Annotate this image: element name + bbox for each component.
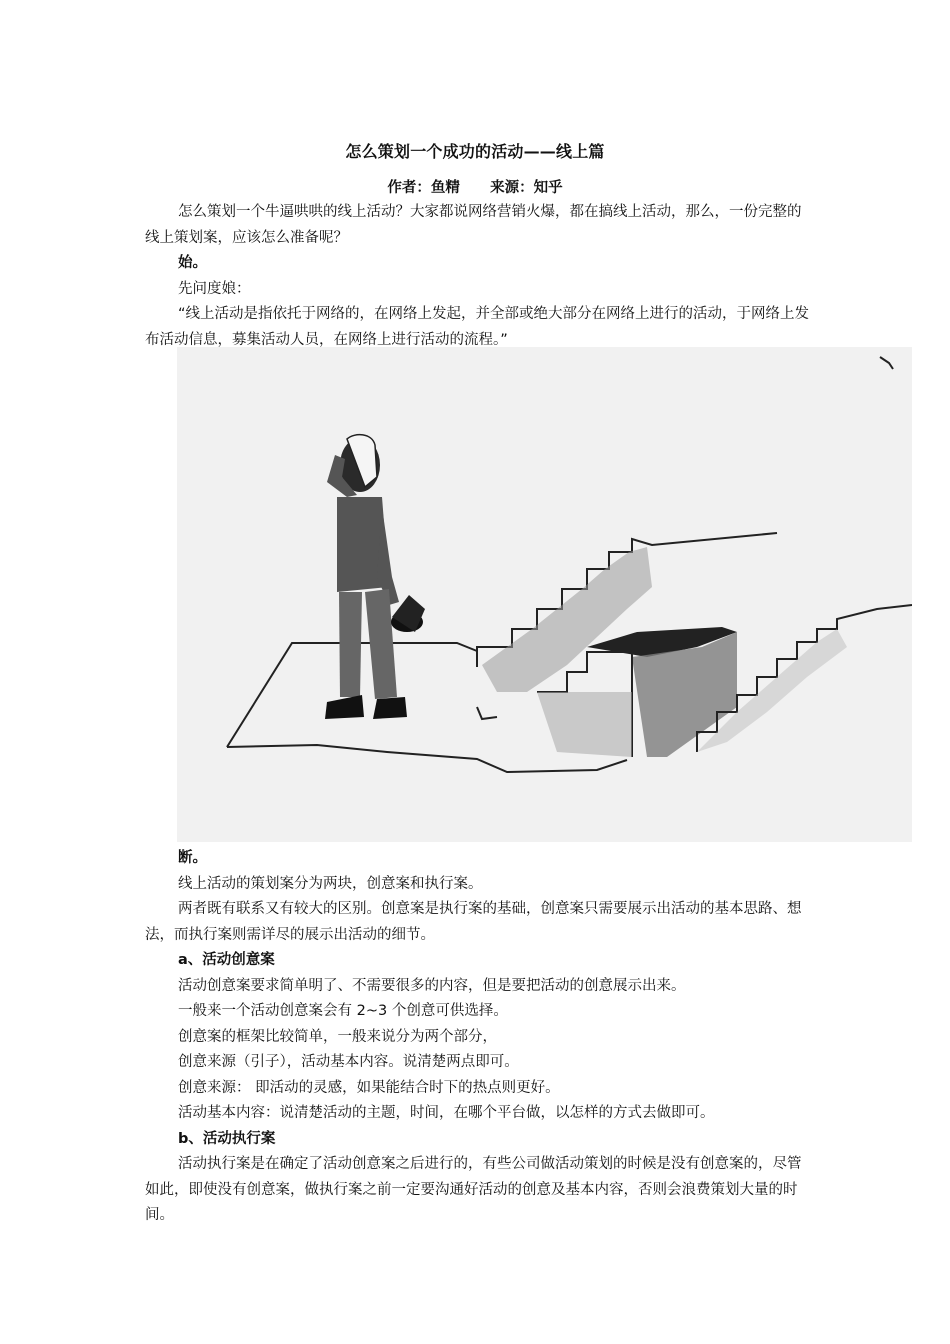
- author-line: 作者：鱼精 来源：知乎: [387, 180, 563, 196]
- paragraph-1: 线上活动的策划案分为两块，创意案和执行案。: [178, 875, 483, 892]
- a-line-6: 活动基本内容：说清楚活动的主题，时间，在哪个平台做，以怎样的方式去做即可。: [178, 1105, 715, 1121]
- stairs-drawing: [177, 347, 912, 842]
- a-line-4: 创意来源（引子），活动基本内容。说清楚两点即可。: [178, 1054, 519, 1070]
- stairs-illustration: [177, 347, 912, 842]
- subheading-b: b、活动执行案: [178, 1130, 276, 1147]
- article-title: 怎么策划一个成功的活动——线上篇: [345, 142, 605, 161]
- intro-block: [145, 200, 813, 353]
- body-block: [145, 846, 813, 1229]
- a-line-2: 一般来一个活动创意案会有 2~3 个创意可供选择。: [178, 1003, 508, 1019]
- b-paragraph: 活动执行案是在确定了活动创意案之后进行的，有些公司做活动策划的时候是没有创意案的，尽管如此，即使没有创意案，做执行案之前一定要沟通好活动的创意及基本内容，否则会浪费策划大量的时间。: [145, 1156, 802, 1223]
- quote-paragraph: “线上活动是指依托于网络的，在网络上发起，并全部或绝大部分在网络上进行的活动，于网络上发布活动信息，募集活动人员，在网络上进行活动的流程。”: [145, 306, 810, 348]
- subheading-a: a、活动创意案: [178, 952, 275, 968]
- intro-paragraph: 怎么策划一个牛逼哄哄的线上活动？大家都说网络营销火爆，都在搞线上活动，那么，一份完整的线上策划案，应该怎么准备呢？: [145, 204, 802, 246]
- a-line-5: 创意来源： 即活动的灵感，如果能结合时下的热点则更好。: [178, 1079, 560, 1096]
- section-start-heading: 始。: [178, 255, 207, 271]
- a-line-3: 创意案的框架比较简单，一般来说分为两个部分，: [178, 1028, 497, 1045]
- paragraph-2: 两者既有联系又有较大的区别。创意案是执行案的基础，创意案只需要展示出活动的基本思路、想法，而执行案则需详尽的展示出活动的细节。: [145, 901, 802, 943]
- section-break-heading: 断。: [178, 850, 207, 866]
- ask-line: 先问度娘：: [178, 280, 251, 297]
- a-line-1: 活动创意案要求简单明了、不需要很多的内容，但是要把活动的创意展示出来。: [178, 977, 686, 994]
